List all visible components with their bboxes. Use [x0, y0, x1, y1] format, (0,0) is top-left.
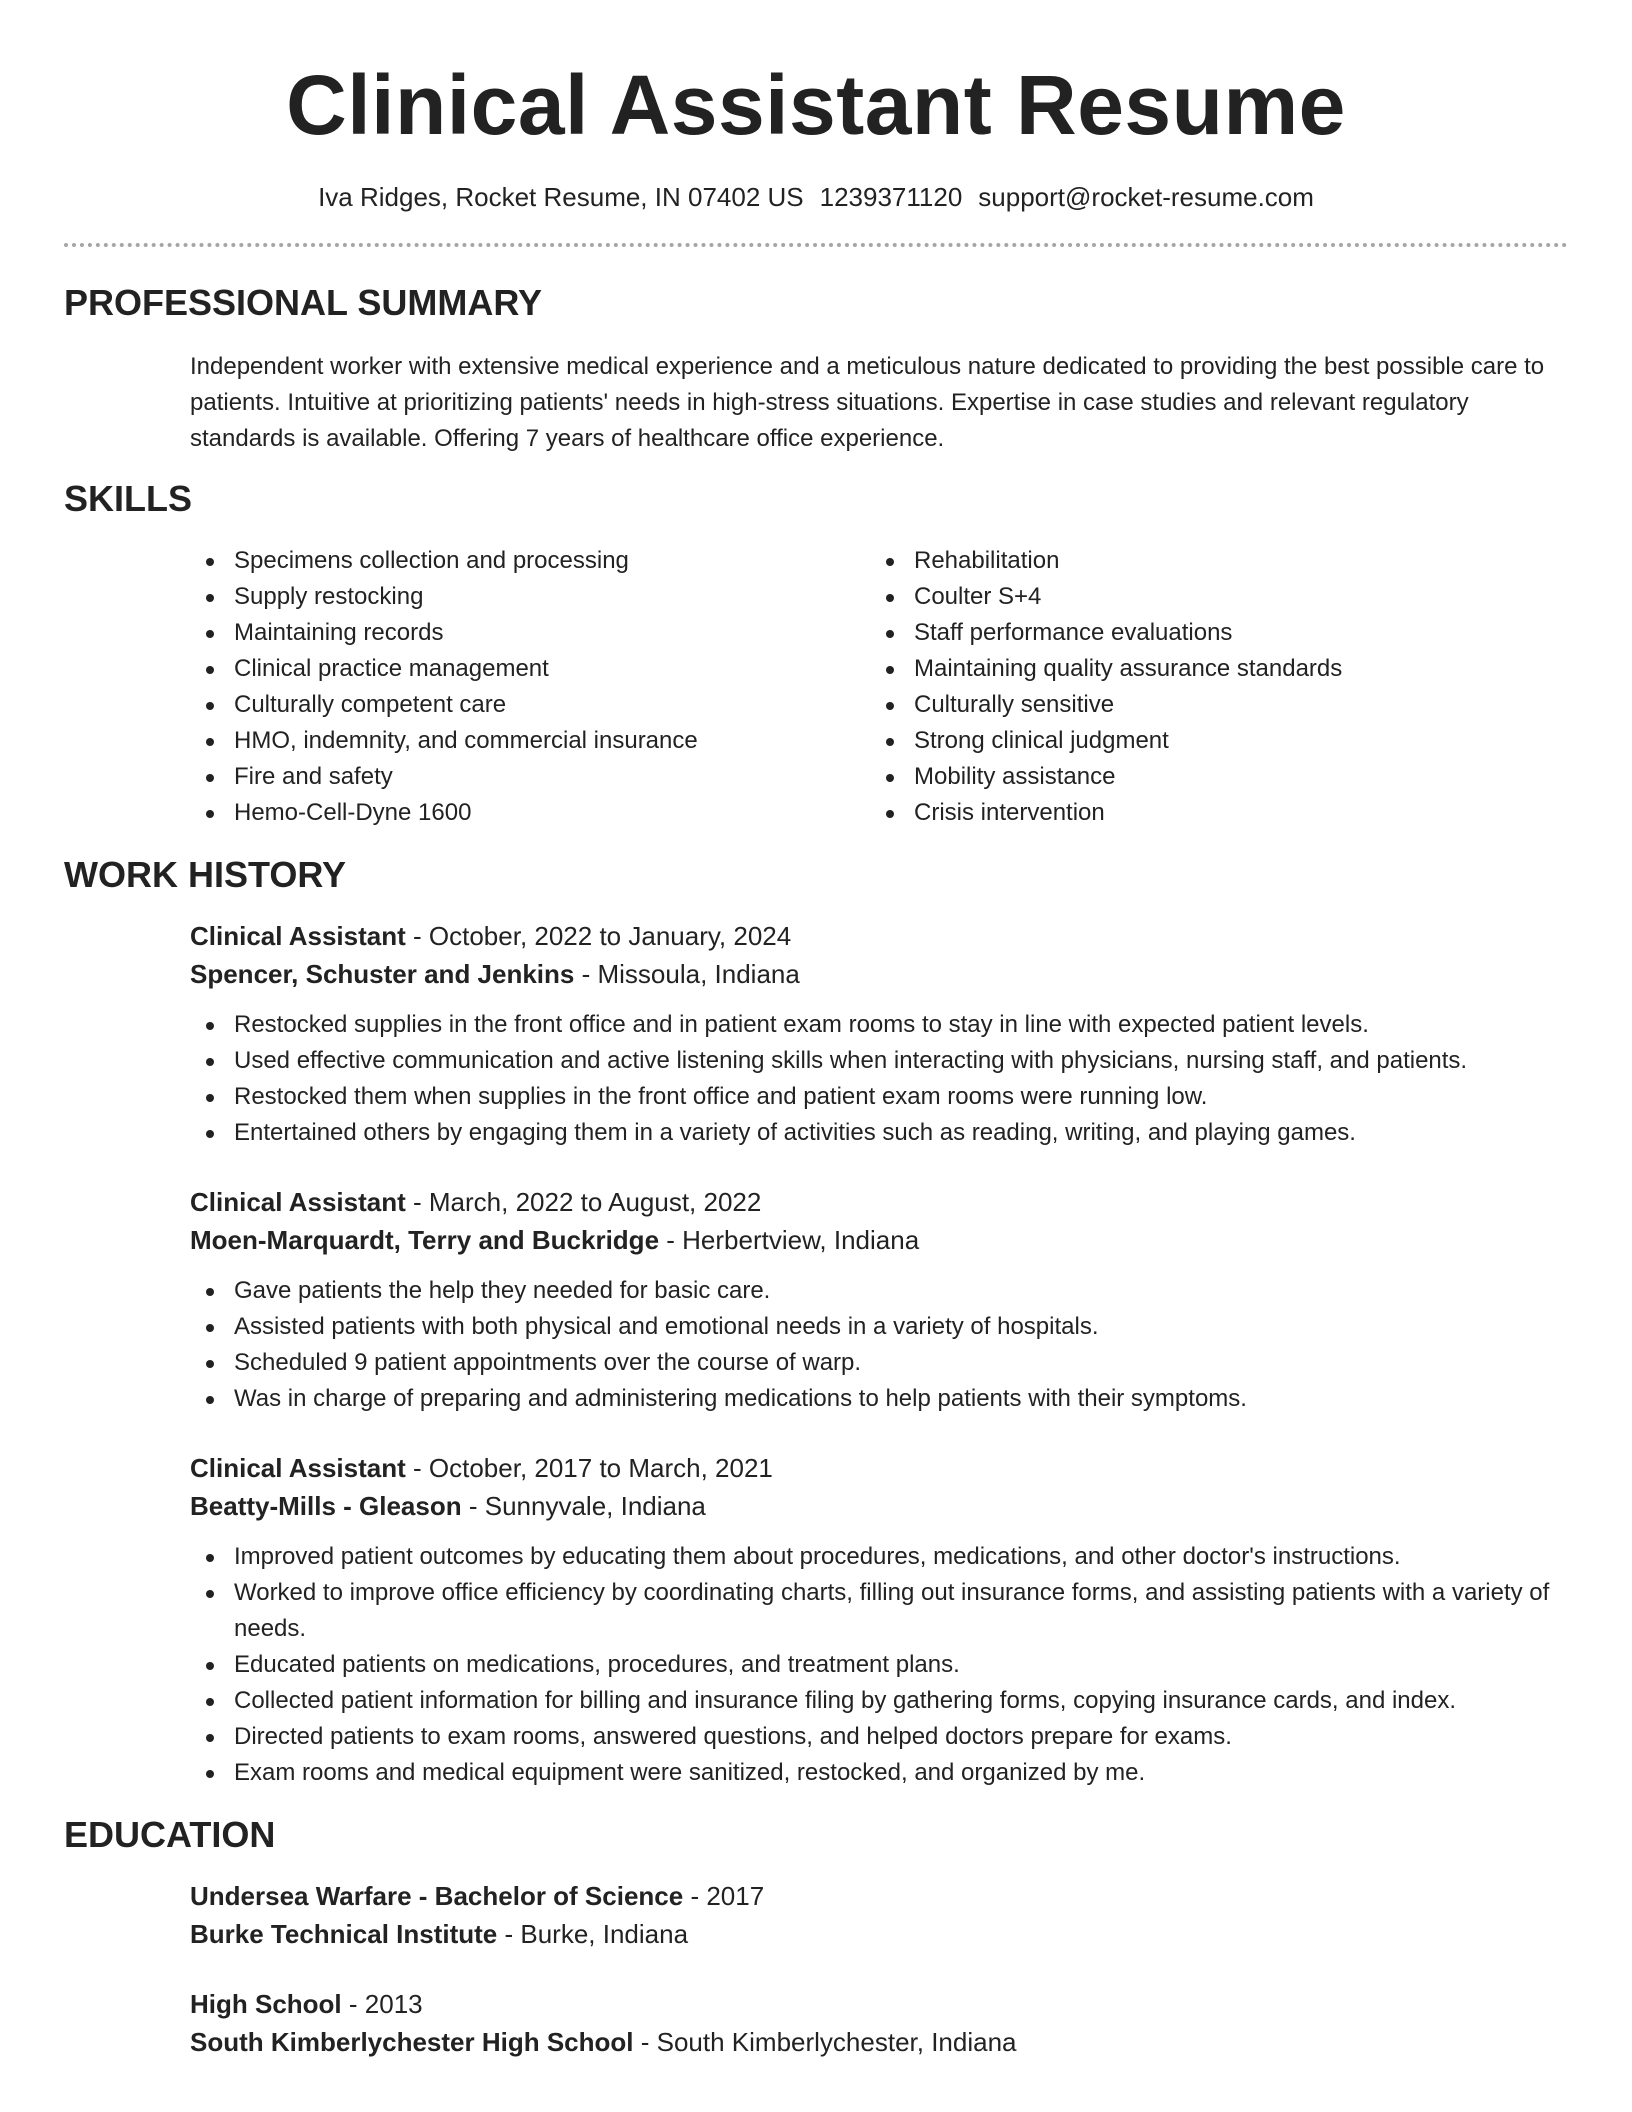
job-bullet-list — [190, 1539, 1568, 1791]
contact-email: support@rocket-resume.com — [978, 182, 1314, 212]
skill-item: Maintaining records — [190, 615, 870, 651]
resume-title: Clinical Assistant Resume — [286, 58, 1346, 152]
job-location: - Herbertview, Indiana — [659, 1225, 920, 1255]
job-company: Spencer, Schuster and Jenkins — [190, 959, 575, 989]
education-heading: EDUCATION — [64, 1814, 276, 1855]
job-entry — [64, 1449, 1568, 1791]
job-bullet: Educated patients on medications, procedures, and treatment plans. — [190, 1647, 1568, 1683]
summary-text: Independent worker with extensive medical experience and a meticulous nature dedicated to providing the best possible care to patients. Intuitive at prioritizing patients' needs in high-stress situations. Expertise in case studies and relevant regulatory standards is available. Offering 7 years of healthcare office experience. — [190, 353, 1545, 452]
work-heading: WORK HISTORY — [64, 854, 347, 895]
education-school: Burke Technical Institute — [190, 1919, 498, 1949]
skills-left-list — [190, 543, 870, 831]
education-location: - Burke, Indiana — [497, 1919, 689, 1949]
education-school-line — [190, 2023, 1568, 2061]
skill-item: HMO, indemnity, and commercial insurance — [190, 723, 870, 759]
job-bullet-list — [190, 1007, 1568, 1151]
job-bullet: Entertained others by engaging them in a variety of activities such as reading, writing, and playing games. — [190, 1115, 1568, 1151]
skill-item: Crisis intervention — [870, 795, 1550, 831]
job-bullet-list — [190, 1273, 1568, 1417]
skill-item: Staff performance evaluations — [870, 615, 1550, 651]
job-title: Clinical Assistant — [190, 1187, 406, 1217]
job-bullet: Collected patient information for billing and insurance filing by gathering forms, copying insurance cards, and index. — [190, 1683, 1568, 1719]
skills-columns — [190, 543, 1568, 831]
job-bullet: Scheduled 9 patient appointments over the course of warp. — [190, 1345, 1568, 1381]
resume-page — [64, 0, 1568, 2061]
education-location: - South Kimberlychester, Indiana — [633, 2027, 1017, 2057]
job-company: Moen-Marquardt, Terry and Buckridge — [190, 1225, 660, 1255]
job-dates: - October, 2022 to January, 2024 — [405, 921, 792, 951]
education-school-line — [190, 1915, 1568, 1953]
skill-item: Strong clinical judgment — [870, 723, 1550, 759]
education-year: - 2013 — [341, 1989, 423, 2019]
job-bullet: Directed patients to exam rooms, answered questions, and helped doctors prepare for exams. — [190, 1719, 1568, 1755]
skill-item: Specimens collection and processing — [190, 543, 870, 579]
job-title-line — [190, 1183, 1568, 1221]
skill-item: Culturally sensitive — [870, 687, 1550, 723]
job-title-line — [190, 917, 1568, 955]
skill-item: Clinical practice management — [190, 651, 870, 687]
skill-item: Supply restocking — [190, 579, 870, 615]
job-bullet: Was in charge of preparing and administering medications to help patients with their symptoms. — [190, 1381, 1568, 1417]
skill-item: Culturally competent care — [190, 687, 870, 723]
skill-item: Fire and safety — [190, 759, 870, 795]
education-entry — [64, 1877, 1568, 1953]
education-degree-line — [190, 1985, 1568, 2023]
education-degree-line — [190, 1877, 1568, 1915]
job-entry — [64, 917, 1568, 1151]
job-bullet: Used effective communication and active listening skills when interacting with physicians, nursing staff, and patients. — [190, 1043, 1568, 1079]
header-divider — [64, 243, 1568, 247]
job-bullet: Restocked supplies in the front office and in patient exam rooms to stay in line with expected patient levels. — [190, 1007, 1568, 1043]
education-degree: Undersea Warfare - Bachelor of Science — [190, 1881, 684, 1911]
job-dates: - October, 2017 to March, 2021 — [405, 1453, 773, 1483]
job-location: - Missoula, Indiana — [574, 959, 800, 989]
job-title-line — [190, 1449, 1568, 1487]
job-dates: - March, 2022 to August, 2022 — [405, 1187, 762, 1217]
skill-item: Mobility assistance — [870, 759, 1550, 795]
job-company-line — [190, 955, 1568, 993]
job-bullet: Improved patient outcomes by educating them about procedures, medications, and other doctor's instructions. — [190, 1539, 1568, 1575]
skills-heading: SKILLS — [64, 478, 193, 519]
skill-item: Hemo-Cell-Dyne 1600 — [190, 795, 870, 831]
education-degree: High School — [190, 1989, 342, 2019]
job-entry — [64, 1183, 1568, 1417]
job-bullet: Worked to improve office efficiency by coordinating charts, filling out insurance forms, and assisting patients with a variety of needs. — [190, 1575, 1568, 1647]
job-bullet: Gave patients the help they needed for basic care. — [190, 1273, 1568, 1309]
skills-right-list — [870, 543, 1550, 831]
job-bullet: Exam rooms and medical equipment were sanitized, restocked, and organized by me. — [190, 1755, 1568, 1791]
job-location: - Sunnyvale, Indiana — [461, 1491, 706, 1521]
job-title: Clinical Assistant — [190, 921, 406, 951]
job-title: Clinical Assistant — [190, 1453, 406, 1483]
skill-item: Coulter S+4 — [870, 579, 1550, 615]
education-entry — [64, 1985, 1568, 2061]
job-company-line — [190, 1221, 1568, 1259]
job-company-line — [190, 1487, 1568, 1525]
education-school: South Kimberlychester High School — [190, 2027, 634, 2057]
summary-heading: PROFESSIONAL SUMMARY — [64, 282, 543, 323]
job-bullet: Restocked them when supplies in the front office and patient exam rooms were running low. — [190, 1079, 1568, 1115]
contact-line — [64, 181, 1568, 213]
job-company: Beatty-Mills - Gleason — [190, 1491, 462, 1521]
skill-item: Maintaining quality assurance standards — [870, 651, 1550, 687]
contact-address: Iva Ridges, Rocket Resume, IN 07402 US — [318, 182, 804, 212]
skill-item: Rehabilitation — [870, 543, 1550, 579]
contact-phone: 1239371120 — [819, 182, 963, 212]
job-bullet: Assisted patients with both physical and emotional needs in a variety of hospitals. — [190, 1309, 1568, 1345]
education-year: - 2017 — [683, 1881, 765, 1911]
